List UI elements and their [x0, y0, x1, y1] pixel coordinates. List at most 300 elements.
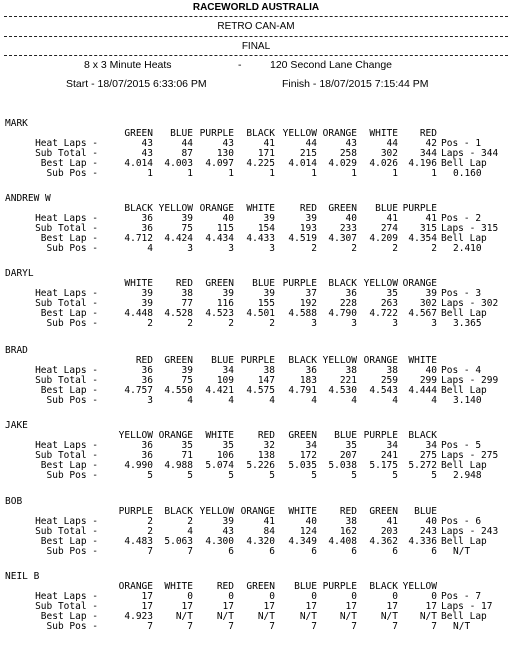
sub-total-value: 258	[339, 148, 357, 159]
total-laps: Laps - 315	[441, 223, 499, 234]
sub-total-value: 115	[216, 223, 234, 234]
bell-lap-value: 0.160	[453, 168, 482, 179]
divider	[4, 36, 508, 37]
heat-laps-value: 0	[187, 591, 193, 602]
lane-color-header: BLUE	[414, 506, 437, 517]
sub-pos-value: 1	[392, 168, 398, 179]
heat-laps-value: 35	[386, 288, 398, 299]
bell-lap-label: Bell Lap	[441, 158, 487, 169]
lane-color-header: PURPLE	[322, 581, 357, 592]
lane-color-header: ORANGE	[402, 278, 437, 289]
sub-total-value: 233	[339, 223, 357, 234]
heat-laps-value: 2	[187, 516, 193, 527]
heat-laps-value: 36	[345, 288, 357, 299]
sub-pos-value: 5	[187, 470, 193, 481]
driver-name: NEIL B	[5, 571, 40, 582]
best-lap-value: 4.300	[205, 536, 234, 547]
lane-color-header: WHITE	[246, 203, 275, 214]
heat-laps-value: 44	[305, 138, 317, 149]
best-lap-value: 4.336	[408, 536, 437, 547]
sub-pos-value: 1	[311, 168, 317, 179]
sub-total-value: 2	[147, 526, 153, 537]
sub-pos-value: 7	[187, 546, 193, 557]
sub-pos-value: 7	[147, 621, 153, 632]
lane-color-header: GREEN	[246, 581, 275, 592]
best-lap-value: 4.029	[328, 158, 357, 169]
best-lap-value: 4.575	[246, 385, 275, 396]
sub-pos-value: 2	[392, 243, 398, 254]
lane-color-header: BLUE	[334, 430, 357, 441]
sub-total-value: 17	[263, 601, 275, 612]
total-laps: Laps - 243	[441, 526, 499, 537]
lane-color-header: RED	[175, 278, 193, 289]
sub-pos-value: 1	[269, 168, 275, 179]
sub-total-value: 171	[257, 148, 275, 159]
sub-total-value: 203	[380, 526, 398, 537]
lane-color-header: RED	[135, 355, 153, 366]
best-lap-label: Best Lap -	[40, 308, 98, 319]
lane-color-header: RED	[419, 128, 437, 139]
sub-total-label: Sub Total -	[35, 375, 98, 386]
heat-laps-value: 40	[345, 213, 357, 224]
sub-pos-label: Sub Pos -	[46, 546, 98, 557]
heat-laps-value: 39	[181, 365, 193, 376]
sub-total-value: 4	[187, 526, 193, 537]
sub-pos-value: 3	[269, 243, 275, 254]
lane-color-header: GREEN	[328, 203, 357, 214]
lane-color-header: YELLOW	[158, 203, 193, 214]
lane-color-header: WHITE	[124, 278, 153, 289]
heat-laps-value: 36	[141, 213, 153, 224]
best-lap-label: Best Lap -	[40, 385, 98, 396]
sub-total-value: 17	[222, 601, 234, 612]
sub-total-value: 43	[222, 526, 234, 537]
best-lap-value: 4.225	[246, 158, 275, 169]
sub-pos-value: 6	[431, 546, 437, 557]
sub-pos-value: 3	[147, 395, 153, 406]
sub-pos-value: 2	[147, 318, 153, 329]
sub-total-value: 154	[257, 223, 275, 234]
sub-pos-value: 4	[228, 395, 234, 406]
finish-time: Finish - 18/07/2015 7:15:44 PM	[282, 78, 429, 90]
best-lap-value: 4.923	[124, 611, 153, 622]
sub-pos-value: 1	[147, 168, 153, 179]
best-lap-label: Best Lap -	[40, 460, 98, 471]
heat-laps-value: 39	[305, 213, 317, 224]
bell-lap-label: Bell Lap	[441, 233, 487, 244]
heat-laps-value: 39	[425, 288, 437, 299]
sub-pos-value: 5	[431, 470, 437, 481]
sub-total-value: 162	[339, 526, 357, 537]
sub-pos-value: 6	[269, 546, 275, 557]
sub-total-value: 17	[305, 601, 317, 612]
sub-pos-value: 2	[311, 243, 317, 254]
heat-laps-value: 39	[263, 288, 275, 299]
best-lap-value: 4.097	[205, 158, 234, 169]
best-lap-value: 4.433	[246, 233, 275, 244]
lane-color-header: BLUE	[211, 355, 234, 366]
heat-laps-label: Heat Laps -	[35, 516, 98, 527]
sub-pos-value: 6	[392, 546, 398, 557]
heat-laps-value: 32	[263, 440, 275, 451]
sub-pos-value: 2	[431, 243, 437, 254]
driver-name: BOB	[5, 496, 23, 507]
sub-pos-value: 4	[392, 395, 398, 406]
sub-total-value: 228	[339, 298, 357, 309]
sub-pos-value: 7	[392, 621, 398, 632]
sub-pos-value: 7	[311, 621, 317, 632]
heat-laps-value: 34	[386, 440, 398, 451]
lane-color-header: BLACK	[124, 203, 153, 214]
best-lap-value: N/T	[339, 611, 357, 622]
sub-pos-label: Sub Pos -	[46, 168, 98, 179]
sub-total-value: 106	[216, 450, 234, 461]
sub-pos-label: Sub Pos -	[46, 318, 98, 329]
sub-pos-value: 4	[311, 395, 317, 406]
best-lap-label: Best Lap -	[40, 158, 98, 169]
best-lap-value: 4.014	[288, 158, 317, 169]
best-lap-value: 4.421	[205, 385, 234, 396]
bell-lap-label: Bell Lap	[441, 385, 487, 396]
driver-result-block	[0, 118, 512, 198]
lane-color-header: GREEN	[124, 128, 153, 139]
best-lap-value: N/T	[257, 611, 275, 622]
sub-total-value: 155	[257, 298, 275, 309]
best-lap-value: 4.349	[288, 536, 317, 547]
sub-pos-value: 3	[351, 318, 357, 329]
lane-color-header: ORANGE	[322, 128, 357, 139]
sub-pos-value: 7	[431, 621, 437, 632]
sub-total-value: 43	[141, 148, 153, 159]
sub-total-value: 302	[380, 148, 398, 159]
sub-pos-value: 2	[187, 318, 193, 329]
bell-lap-value: 3.140	[453, 395, 482, 406]
lane-color-header: YELLOW	[199, 506, 234, 517]
lane-color-header: ORANGE	[240, 506, 275, 517]
sub-total-value: 243	[419, 526, 437, 537]
best-lap-value: 4.362	[369, 536, 398, 547]
heat-laps-value: 35	[345, 440, 357, 451]
sub-total-value: 124	[299, 526, 317, 537]
heat-laps-value: 40	[425, 516, 437, 527]
sub-total-value: 299	[419, 375, 437, 386]
finishing-position: Pos - 1	[441, 138, 482, 149]
finishing-position: Pos - 2	[441, 213, 482, 224]
sub-pos-value: 3	[228, 243, 234, 254]
driver-result-block	[0, 268, 512, 348]
best-lap-value: 5.175	[369, 460, 398, 471]
sub-total-value: 221	[339, 375, 357, 386]
best-lap-value: 5.038	[328, 460, 357, 471]
sub-pos-value: 3	[187, 243, 193, 254]
sub-total-value: 109	[216, 375, 234, 386]
driver-name: DARYL	[5, 268, 34, 279]
total-laps: Laps - 17	[441, 601, 493, 612]
lane-color-header: ORANGE	[118, 581, 153, 592]
sub-total-value: 274	[380, 223, 398, 234]
sub-pos-value: 7	[187, 621, 193, 632]
lane-color-header: WHITE	[164, 581, 193, 592]
lane-color-header: GREEN	[369, 506, 398, 517]
lane-color-header: BLUE	[375, 203, 398, 214]
sub-total-value: 17	[345, 601, 357, 612]
lane-color-header: PURPLE	[363, 430, 398, 441]
heat-laps-value: 0	[269, 591, 275, 602]
sub-pos-label: Sub Pos -	[46, 470, 98, 481]
best-lap-value: 5.226	[246, 460, 275, 471]
sub-total-value: 241	[380, 450, 398, 461]
heat-laps-value: 35	[181, 440, 193, 451]
bell-lap-value: 2.948	[453, 470, 482, 481]
heat-laps-value: 36	[141, 440, 153, 451]
finishing-position: Pos - 4	[441, 365, 482, 376]
best-lap-value: N/T	[380, 611, 398, 622]
sub-pos-value: 7	[351, 621, 357, 632]
sub-total-value: 71	[181, 450, 193, 461]
sub-total-value: 192	[299, 298, 317, 309]
lane-color-header: PURPLE	[199, 128, 234, 139]
lane-color-header: BLACK	[246, 128, 275, 139]
sub-total-value: 259	[380, 375, 398, 386]
sub-total-value: 193	[299, 223, 317, 234]
sub-pos-label: Sub Pos -	[46, 621, 98, 632]
best-lap-value: 4.026	[369, 158, 398, 169]
sub-pos-value: 4	[431, 395, 437, 406]
divider	[4, 16, 508, 17]
sub-total-value: 116	[216, 298, 234, 309]
divider	[4, 55, 508, 56]
sub-pos-value: 2	[228, 318, 234, 329]
heat-laps-label: Heat Laps -	[35, 138, 98, 149]
sub-total-value: 36	[141, 450, 153, 461]
best-lap-value: 4.519	[288, 233, 317, 244]
driver-name: BRAD	[5, 345, 28, 356]
lane-color-header: YELLOW	[402, 581, 437, 592]
lane-color-header: ORANGE	[158, 430, 193, 441]
lane-color-header: ORANGE	[199, 203, 234, 214]
sub-pos-value: 2	[351, 243, 357, 254]
sub-pos-value: 6	[311, 546, 317, 557]
sub-pos-value: 6	[351, 546, 357, 557]
bell-lap-label: Bell Lap	[441, 308, 487, 319]
best-lap-label: Best Lap -	[40, 611, 98, 622]
sub-total-value: 215	[299, 148, 317, 159]
sub-total-label: Sub Total -	[35, 298, 98, 309]
lane-color-header: BLUE	[294, 581, 317, 592]
heat-laps-value: 40	[305, 516, 317, 527]
heat-laps-value: 36	[141, 365, 153, 376]
best-lap-value: 5.035	[288, 460, 317, 471]
heat-laps-label: Heat Laps -	[35, 591, 98, 602]
best-lap-value: 4.408	[328, 536, 357, 547]
bell-lap-label: Bell Lap	[441, 460, 487, 471]
lane-color-header: RED	[339, 506, 357, 517]
heat-laps-value: 0	[351, 591, 357, 602]
sub-pos-value: 7	[147, 546, 153, 557]
lane-color-header: BLUE	[170, 128, 193, 139]
best-lap-value: N/T	[175, 611, 193, 622]
best-lap-value: 4.543	[369, 385, 398, 396]
driver-name: MARK	[5, 118, 28, 129]
lane-color-header: WHITE	[408, 355, 437, 366]
lane-color-header: PURPLE	[118, 506, 153, 517]
lane-color-header: RED	[216, 581, 234, 592]
heat-laps-value: 38	[263, 365, 275, 376]
driver-result-block	[0, 496, 512, 576]
finishing-position: Pos - 5	[441, 440, 482, 451]
event-title: RETRO CAN-AM	[217, 21, 295, 32]
best-lap-value: 4.757	[124, 385, 153, 396]
heat-laps-label: Heat Laps -	[35, 213, 98, 224]
best-lap-value: 4.567	[408, 308, 437, 319]
best-lap-value: 4.722	[369, 308, 398, 319]
lane-color-header: ORANGE	[363, 355, 398, 366]
sub-pos-label: Sub Pos -	[46, 243, 98, 254]
lane-color-header: BLACK	[288, 355, 317, 366]
bell-lap-value: N/T	[453, 621, 471, 632]
sub-total-value: 263	[380, 298, 398, 309]
lane-color-header: YELLOW	[363, 278, 398, 289]
best-lap-value: 4.483	[124, 536, 153, 547]
best-lap-value: 4.990	[124, 460, 153, 471]
best-lap-value: 4.196	[408, 158, 437, 169]
best-lap-value: 4.790	[328, 308, 357, 319]
sub-total-label: Sub Total -	[35, 450, 98, 461]
heat-laps-value: 34	[425, 440, 437, 451]
bell-lap-value: 2.410	[453, 243, 482, 254]
heat-laps-value: 41	[263, 516, 275, 527]
lane-color-header: BLACK	[328, 278, 357, 289]
sub-pos-value: 1	[187, 168, 193, 179]
lane-color-header: BLUE	[252, 278, 275, 289]
driver-result-block	[0, 571, 512, 651]
total-laps: Laps - 302	[441, 298, 499, 309]
best-lap-value: 4.434	[205, 233, 234, 244]
heat-laps-value: 40	[425, 365, 437, 376]
best-lap-value: 4.501	[246, 308, 275, 319]
heat-laps-value: 43	[345, 138, 357, 149]
sub-pos-value: 1	[351, 168, 357, 179]
sub-pos-value: 7	[228, 621, 234, 632]
bell-lap-value: 3.365	[453, 318, 482, 329]
heat-laps-value: 43	[141, 138, 153, 149]
best-lap-value: 4.588	[288, 308, 317, 319]
best-lap-value: 4.320	[246, 536, 275, 547]
heat-laps-label: Heat Laps -	[35, 288, 98, 299]
bell-lap-label: Bell Lap	[441, 611, 487, 622]
lane-color-header: BLACK	[369, 581, 398, 592]
sub-pos-value: 1	[431, 168, 437, 179]
sub-total-value: 17	[141, 601, 153, 612]
best-lap-label: Best Lap -	[40, 233, 98, 244]
venue-title: RACEWORLD AUSTRALIA	[192, 2, 320, 13]
sub-pos-value: 5	[147, 470, 153, 481]
sub-pos-value: 1	[228, 168, 234, 179]
sub-pos-value: 3	[431, 318, 437, 329]
lane-color-header: PURPLE	[282, 278, 317, 289]
finishing-position: Pos - 7	[441, 591, 482, 602]
lane-color-header: GREEN	[164, 355, 193, 366]
sub-pos-value: 4	[351, 395, 357, 406]
sub-total-value: 17	[386, 601, 398, 612]
heat-laps-value: 17	[141, 591, 153, 602]
bell-lap-label: Bell Lap	[441, 536, 487, 547]
heat-laps-value: 39	[263, 213, 275, 224]
sub-pos-value: 5	[311, 470, 317, 481]
best-lap-value: 4.530	[328, 385, 357, 396]
heat-laps-value: 38	[345, 365, 357, 376]
heat-laps-value: 0	[228, 591, 234, 602]
start-time: Start - 18/07/2015 6:33:06 PM	[66, 78, 207, 90]
heat-laps-label: Heat Laps -	[35, 365, 98, 376]
heat-laps-value: 34	[222, 365, 234, 376]
heat-laps-value: 39	[141, 288, 153, 299]
lane-change-info: 120 Second Lane Change	[270, 59, 393, 71]
lane-color-header: WHITE	[288, 506, 317, 517]
heat-laps-value: 38	[345, 516, 357, 527]
sub-total-value: 36	[141, 223, 153, 234]
sub-total-label: Sub Total -	[35, 601, 98, 612]
sub-pos-value: 5	[392, 470, 398, 481]
sub-total-value: 275	[419, 450, 437, 461]
sub-pos-value: 6	[228, 546, 234, 557]
sub-total-value: 87	[181, 148, 193, 159]
lane-color-header: GREEN	[205, 278, 234, 289]
heat-laps-value: 0	[392, 591, 398, 602]
sub-total-value: 138	[257, 450, 275, 461]
sub-total-value: 75	[181, 223, 193, 234]
heat-laps-value: 41	[386, 516, 398, 527]
driver-result-block	[0, 420, 512, 500]
heat-laps-value: 40	[222, 213, 234, 224]
heat-laps-value: 2	[147, 516, 153, 527]
lane-color-header: RED	[257, 430, 275, 441]
sub-total-value: 183	[299, 375, 317, 386]
best-lap-value: 5.063	[164, 536, 193, 547]
driver-name: JAKE	[5, 420, 28, 431]
sub-pos-value: 4	[187, 395, 193, 406]
lane-color-header: PURPLE	[240, 355, 275, 366]
best-lap-value: 4.424	[164, 233, 193, 244]
session-title: FINAL	[241, 41, 271, 52]
bell-lap-value: N/T	[453, 546, 471, 557]
finishing-position: Pos - 3	[441, 288, 482, 299]
sub-total-value: 207	[339, 450, 357, 461]
sub-pos-value: 3	[392, 318, 398, 329]
best-lap-value: N/T	[216, 611, 234, 622]
lane-color-header: RED	[299, 203, 317, 214]
heat-laps-value: 44	[386, 138, 398, 149]
total-laps: Laps - 299	[441, 375, 499, 386]
sub-pos-value: 4	[147, 243, 153, 254]
sub-total-value: 36	[141, 375, 153, 386]
sub-total-value: 17	[425, 601, 437, 612]
sub-pos-value: 5	[228, 470, 234, 481]
heat-laps-value: 35	[222, 440, 234, 451]
lane-color-header: YELLOW	[118, 430, 153, 441]
best-lap-value: 4.003	[164, 158, 193, 169]
sub-total-value: 39	[141, 298, 153, 309]
sub-total-value: 75	[181, 375, 193, 386]
sub-pos-value: 2	[269, 318, 275, 329]
lane-color-header: GREEN	[288, 430, 317, 441]
heat-laps-value: 41	[263, 138, 275, 149]
sub-pos-value: 7	[269, 621, 275, 632]
heat-laps-value: 41	[386, 213, 398, 224]
sub-total-value: 302	[419, 298, 437, 309]
lane-color-header: YELLOW	[322, 355, 357, 366]
best-lap-value: 4.550	[164, 385, 193, 396]
